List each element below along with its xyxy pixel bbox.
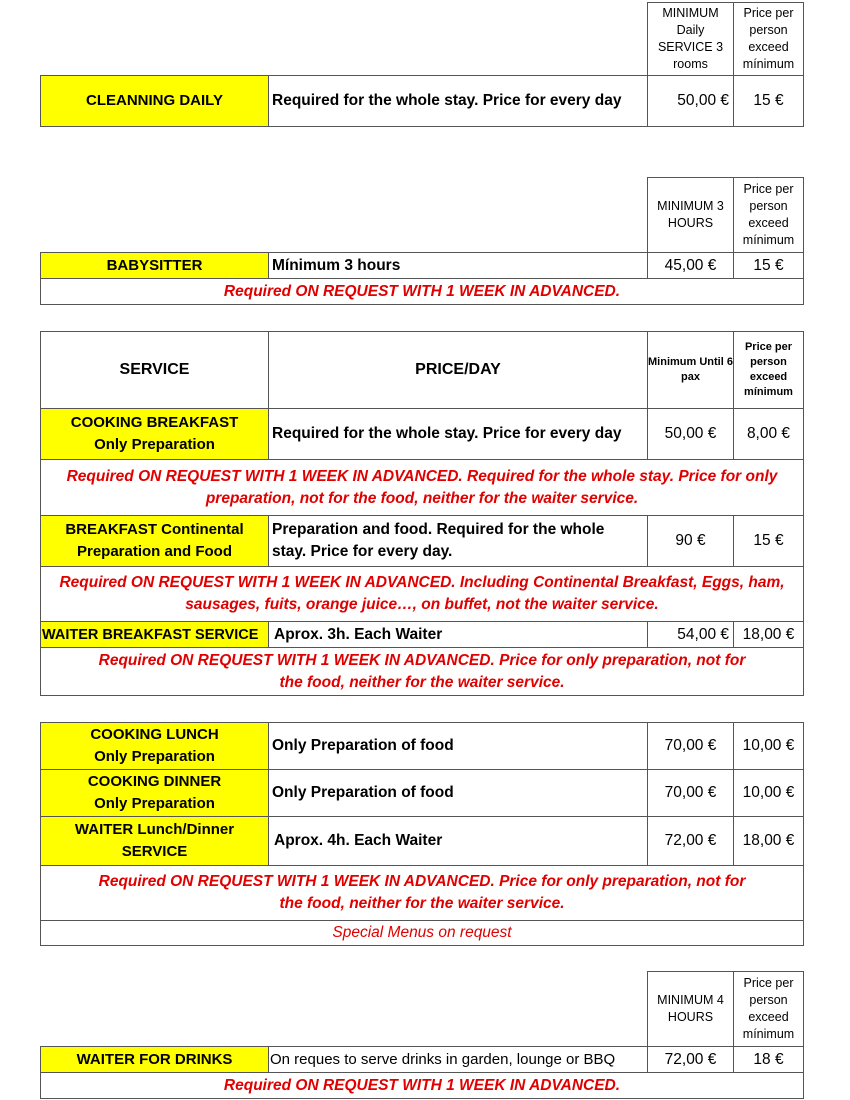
- cooking-breakfast-note: Required ON REQUEST WITH 1 WEEK IN ADVANCED. Required for the whole stay. Price for only preparation, not for the food, neither for the waiter service.: [40, 459, 804, 516]
- header-minimum-6-pax: Minimum Until 6 pax: [647, 331, 734, 409]
- waiter-lunch-dinner-name: WAITER Lunch/Dinner SERVICE: [40, 816, 269, 866]
- breakfast-continental-price-per-person: 15 €: [733, 515, 804, 567]
- cooking-dinner-price-per-person: 10,00 €: [733, 769, 804, 817]
- drinks-description: On reques to serve drinks in garden, lounge or BBQ: [268, 1046, 648, 1073]
- cooking-lunch-description: Only Preparation of food: [268, 722, 648, 770]
- cleaning-description: Required for the whole stay. Price for every day: [268, 75, 648, 127]
- waiter-breakfast-price-per-person: 18,00 €: [733, 621, 804, 648]
- waiter-lunch-dinner-price-per-person: 18,00 €: [733, 816, 804, 866]
- cooking-breakfast-price-per-person: 8,00 €: [733, 408, 804, 460]
- header-price-day: PRICE/DAY: [268, 331, 648, 409]
- drinks-header-minimum: MINIMUM 4 HOURS: [647, 971, 734, 1047]
- drinks-note: Required ON REQUEST WITH 1 WEEK IN ADVANCED.: [40, 1072, 804, 1099]
- babysitter-description: Mínimum 3 hours: [268, 252, 648, 279]
- babysitter-header-price-per-person: Price per person exceed mínimum: [733, 177, 804, 253]
- waiter-breakfast-note: Required ON REQUEST WITH 1 WEEK IN ADVANCED. Price for only preparation, not for the food, neither for the waiter service.: [40, 647, 804, 696]
- header-service: SERVICE: [40, 331, 269, 409]
- breakfast-continental-minimum-price: 90 €: [647, 515, 734, 567]
- cleaning-minimum-price: 50,00 €: [647, 75, 734, 127]
- waiter-breakfast-name: WAITER BREAKFAST SERVICE: [40, 621, 269, 648]
- waiter-breakfast-description: Aprox. 3h. Each Waiter: [268, 621, 648, 648]
- waiter-breakfast-minimum-price: 54,00 €: [647, 621, 734, 648]
- cooking-lunch-minimum-price: 70,00 €: [647, 722, 734, 770]
- cleaning-price-per-person: 15 €: [733, 75, 804, 127]
- waiter-lunch-dinner-description: Aprox. 4h. Each Waiter: [268, 816, 648, 866]
- cooking-breakfast-name: COOKING BREAKFAST Only Preparation: [40, 408, 269, 460]
- cleaning-header-price-per-person: Price per person exceed mínimum: [733, 2, 804, 76]
- cooking-lunch-price-per-person: 10,00 €: [733, 722, 804, 770]
- breakfast-continental-name: BREAKFAST Continental Preparation and Food: [40, 515, 269, 567]
- cooking-breakfast-minimum-price: 50,00 €: [647, 408, 734, 460]
- breakfast-continental-description: Preparation and food. Required for the whole stay. Price for every day.: [268, 515, 648, 567]
- babysitter-header-minimum: MINIMUM 3 HOURS: [647, 177, 734, 253]
- babysitter-price-per-person: 15 €: [733, 252, 804, 279]
- drinks-service-name: WAITER FOR DRINKS: [40, 1046, 269, 1073]
- drinks-header-price-per-person: Price per person exceed mínimum: [733, 971, 804, 1047]
- cleaning-header-minimum: MINIMUM Daily SERVICE 3 rooms: [647, 2, 734, 76]
- cooking-dinner-name: COOKING DINNER Only Preparation: [40, 769, 269, 817]
- cooking-lunch-name: COOKING LUNCH Only Preparation: [40, 722, 269, 770]
- babysitter-note: Required ON REQUEST WITH 1 WEEK IN ADVANCED.: [40, 278, 804, 305]
- cooking-breakfast-description: Required for the whole stay. Price for every day: [268, 408, 648, 460]
- breakfast-continental-note: Required ON REQUEST WITH 1 WEEK IN ADVANCED. Including Continental Breakfast, Eggs, ham, sausages, fuits, orange juice…, on buffet, not the waiter service.: [40, 566, 804, 622]
- header-price-per-person: Price per person exceed mínimum: [733, 331, 804, 409]
- babysitter-minimum-price: 45,00 €: [647, 252, 734, 279]
- drinks-price-per-person: 18 €: [733, 1046, 804, 1073]
- cooking-dinner-minimum-price: 70,00 €: [647, 769, 734, 817]
- meals-note: Required ON REQUEST WITH 1 WEEK IN ADVANCED. Price for only preparation, not for the food, neither for the waiter service.: [40, 865, 804, 921]
- cooking-dinner-description: Only Preparation of food: [268, 769, 648, 817]
- drinks-minimum-price: 72,00 €: [647, 1046, 734, 1073]
- waiter-lunch-dinner-minimum-price: 72,00 €: [647, 816, 734, 866]
- special-menus-note: Special Menus on request: [40, 920, 804, 946]
- babysitter-service-name: BABYSITTER: [40, 252, 269, 279]
- cleaning-service-name: CLEANNING DAILY: [40, 75, 269, 127]
